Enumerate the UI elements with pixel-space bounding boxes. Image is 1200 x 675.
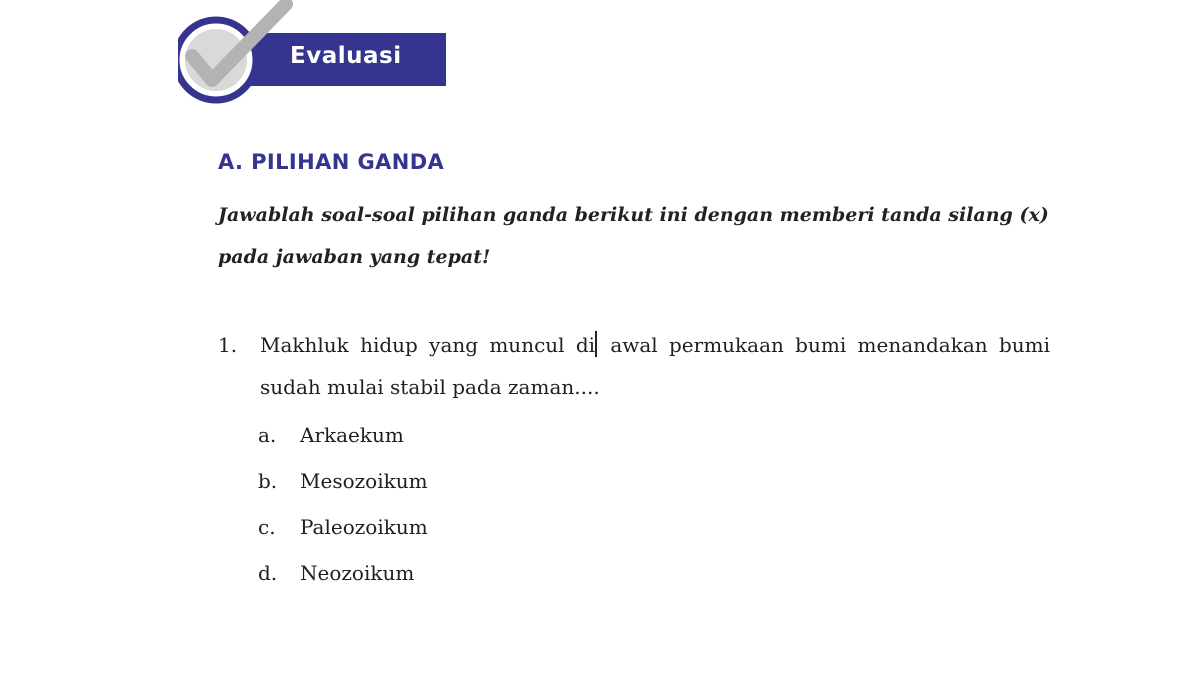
instruction-text: Jawablah soal-soal pilihan ganda berikut ini dengan memberi tanda silang (x) pada jawaban yang tepat! [218,204,1049,268]
text-cursor [595,331,597,357]
question-text-part-2: awal permukaan bumi menandakan bumi sudah mulai stabil pada zaman.... [260,333,1050,399]
option-text: Paleozoikum [300,515,428,539]
option-letter: b. [258,469,278,493]
option-letter: d. [258,561,278,585]
question-number: 1. [218,333,238,357]
option-text: Neozoikum [300,561,415,585]
question-text-part-1: Makhluk hidup yang muncul di [260,333,596,357]
section-heading: A. PILIHAN GANDA [218,150,445,174]
option-text: Mesozoikum [300,469,428,493]
option-letter: a. [258,423,277,447]
badge-label: Evaluasi [290,43,402,69]
option-letter: c. [258,515,276,539]
question-text[interactable] [260,324,1050,408]
option-text: Arkaekum [300,423,404,447]
